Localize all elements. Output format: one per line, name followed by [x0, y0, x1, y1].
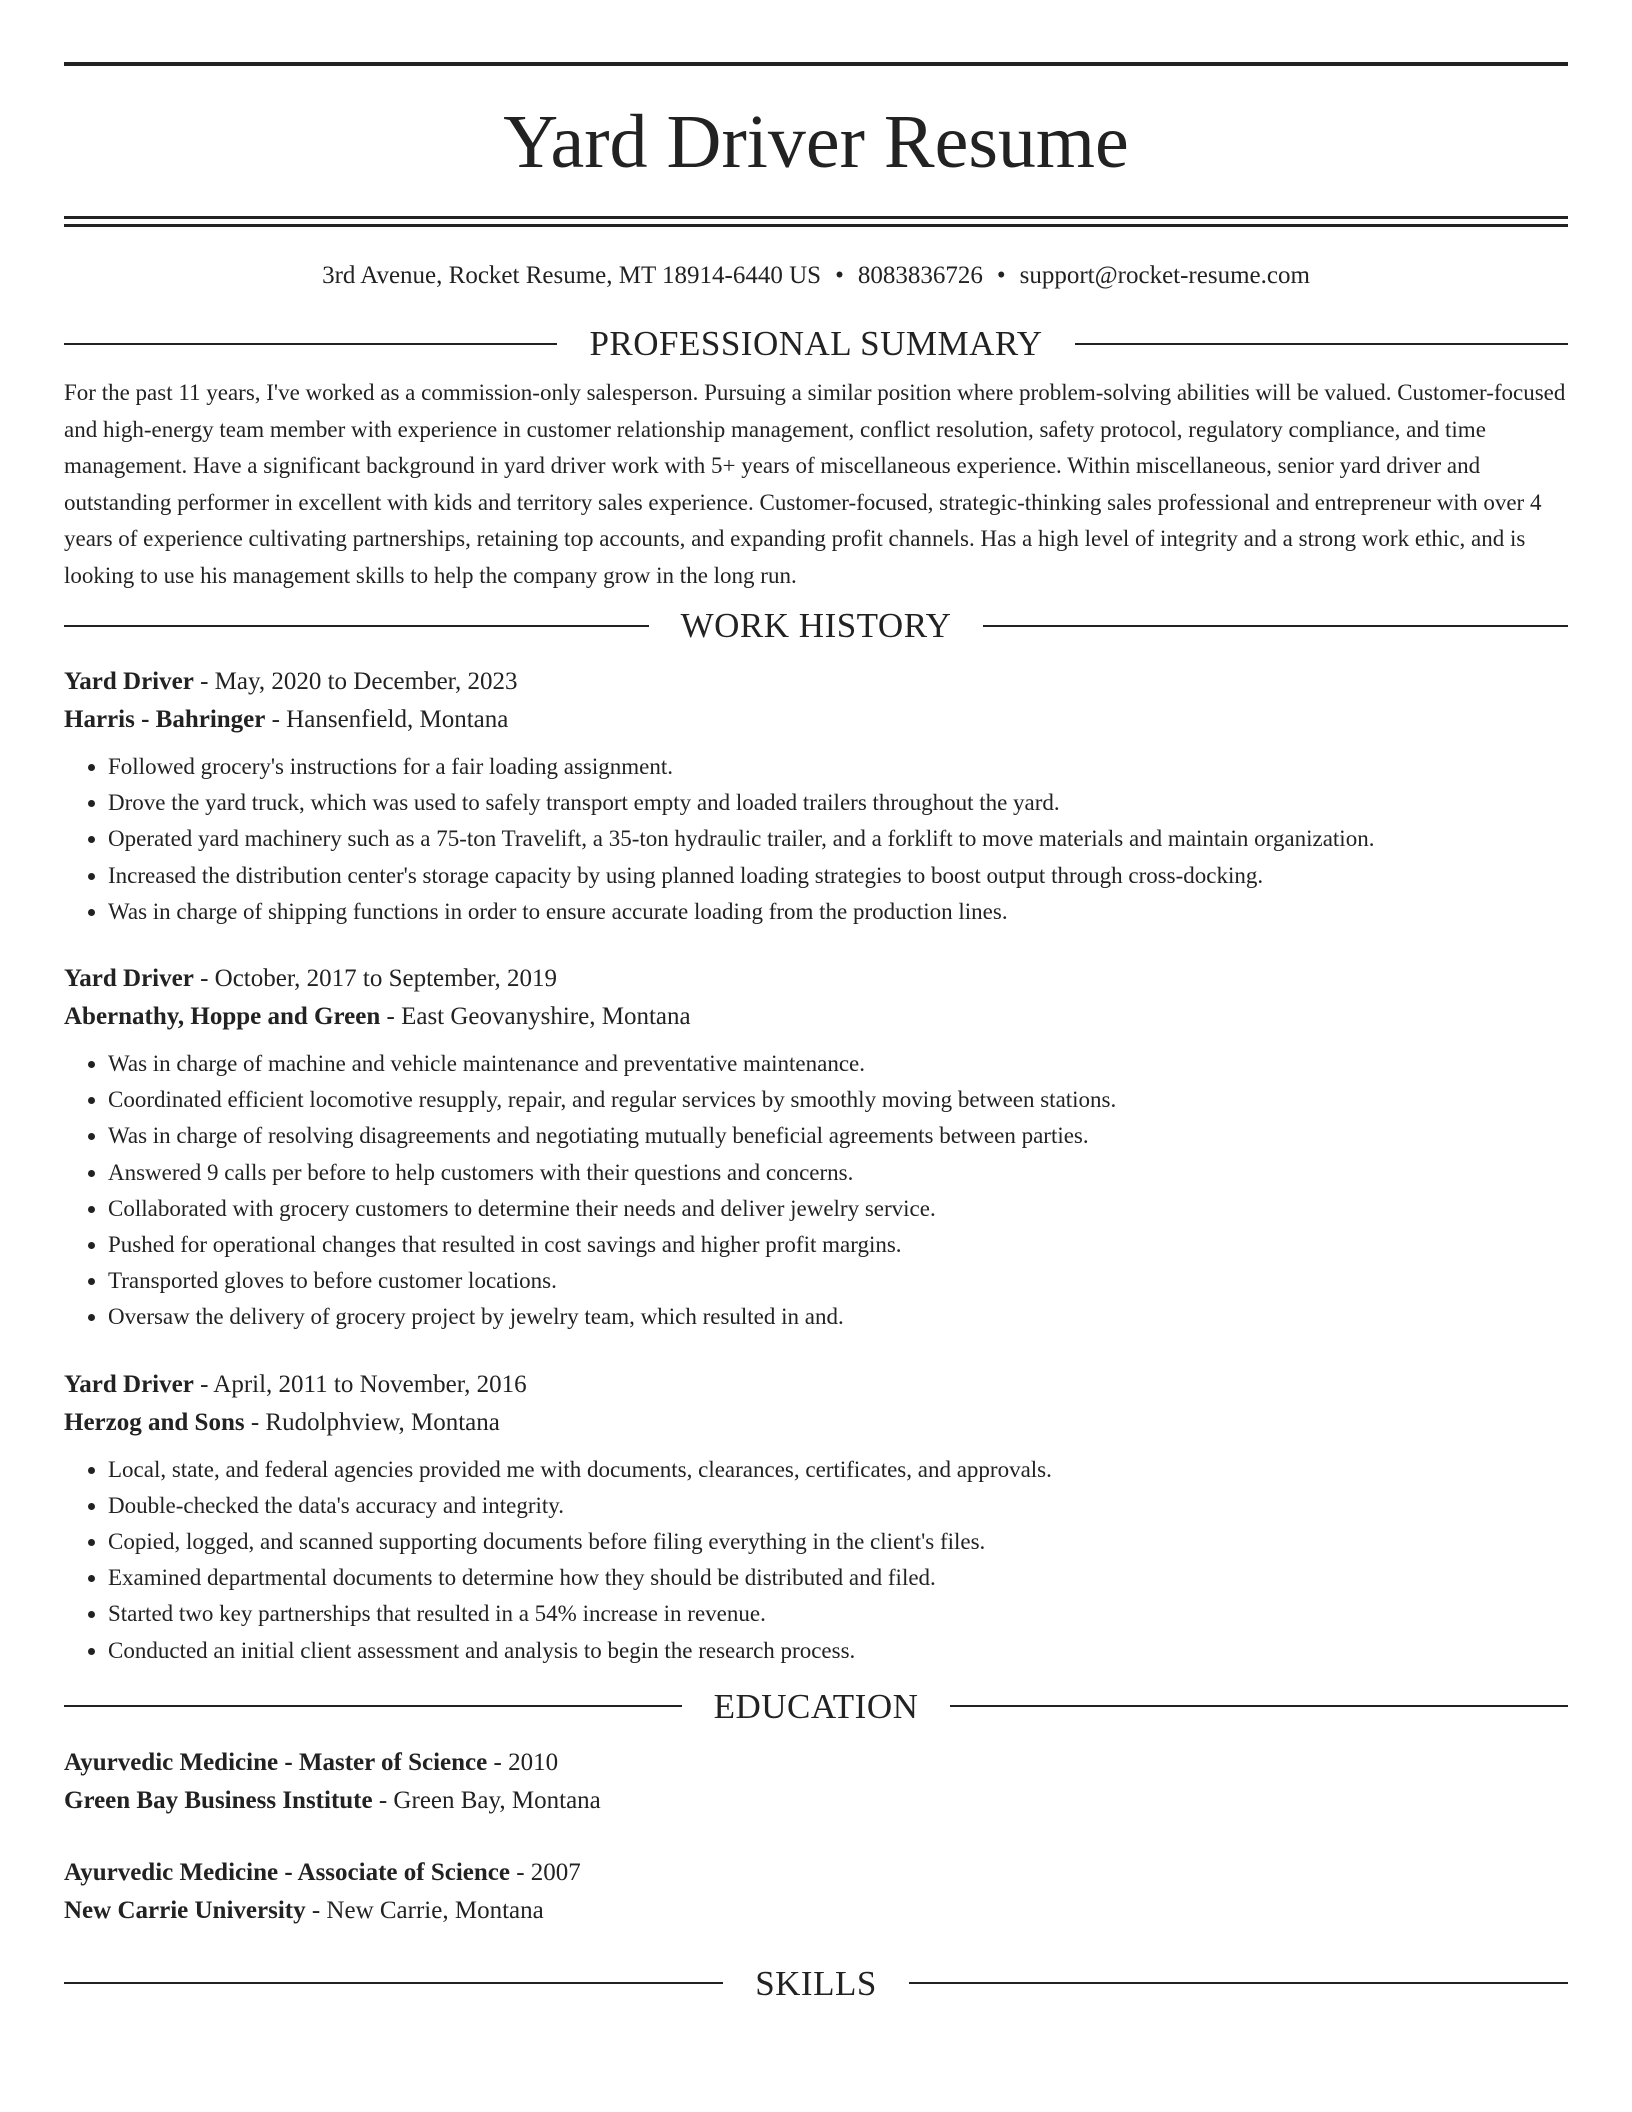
heading-rule	[64, 1705, 682, 1707]
job-company: Abernathy, Hoppe and Green	[64, 1003, 381, 1031]
list-item: • Answered 9 calls per before to help customers with their questions and concerns.	[108, 1155, 1568, 1191]
list-item: • Oversaw the delivery of grocery project by jewelry team, which resulted in and.	[108, 1299, 1568, 1335]
job-company-line	[64, 998, 1568, 1036]
contact-separator: •	[835, 262, 844, 289]
job-bullets	[64, 1046, 1568, 1336]
heading-rule	[909, 1982, 1568, 1984]
section-heading-label: PROFESSIONAL SUMMARY	[589, 324, 1043, 363]
list-item: • Collaborated with grocery customers to determine their needs and deliver jewelry service.	[108, 1191, 1568, 1227]
contact-email[interactable]: support@rocket-resume.com	[1019, 262, 1310, 289]
list-item: • Copied, logged, and scanned supporting documents before filing everything in the client's files.	[108, 1524, 1568, 1560]
education-year: - 2010	[487, 1748, 559, 1776]
title-double-rule	[64, 216, 1568, 227]
list-item: • Double-checked the data's accuracy and integrity.	[108, 1488, 1568, 1524]
education-school-line	[64, 1892, 1568, 1930]
section-heading-label: SKILLS	[755, 1963, 877, 2003]
contact-address: 3rd Avenue, Rocket Resume, MT 18914-6440 US	[322, 262, 822, 289]
resume-title: Yard Driver Resume	[503, 100, 1129, 184]
contact-phone[interactable]: 8083836726	[857, 262, 983, 289]
section-heading-skills	[64, 1963, 1568, 2003]
heading-rule	[64, 1982, 723, 1984]
education-degree: Ayurvedic Medicine - Master of Science	[64, 1748, 488, 1776]
contact-line	[64, 263, 1568, 288]
job-company: Harris - Bahringer	[64, 706, 266, 733]
job-dates: - May, 2020 to December, 2023	[193, 668, 518, 695]
job-title-line	[64, 960, 1568, 998]
section-heading-label: WORK HISTORY	[680, 606, 952, 645]
education-degree-line	[64, 1854, 1568, 1892]
top-rule	[64, 62, 1568, 66]
list-item: • Transported gloves to before customer locations.	[108, 1263, 1568, 1299]
job-dates: - October, 2017 to September, 2019	[193, 965, 558, 993]
heading-rule	[64, 625, 649, 627]
job-bullets	[64, 749, 1568, 930]
job-entry	[64, 960, 1568, 1336]
job-dates: - April, 2011 to November, 2016	[193, 1370, 527, 1398]
education-degree-line	[64, 1744, 1568, 1782]
list-item: • Pushed for operational changes that resulted in cost savings and higher profit margins.	[108, 1227, 1568, 1263]
contact-separator: •	[996, 262, 1006, 289]
section-heading-label: EDUCATION	[713, 1686, 919, 1726]
education-location: - Green Bay, Montana	[372, 1786, 601, 1814]
heading-rule	[64, 343, 557, 345]
summary-text: For the past 11 years, I've worked as a commission-only salesperson. Pursuing a similar position where problem-solving abilities will be valued. Customer-focused and high-energy team member with experience in customer relationship management, conflict resolution, safety protocol, regulatory compliance, and time management. Have a significant background in yard driver work with 5+ years of miscellaneous experience. Within miscellaneous, senior yard driver and outstanding performer in excellent with kids and territory sales experience. Customer-focused, strategic-thinking sales professional and entrepreneur with over 4 years of experience cultivating partnerships, retaining top accounts, and expanding profit channels. Has a high level of integrity and a strong work ethic, and is looking to use his management skills to help the company grow in the long run.	[64, 380, 1566, 588]
job-company-line	[64, 1404, 1568, 1442]
job-title: Yard Driver	[64, 965, 194, 993]
education-school: Green Bay Business Institute	[64, 1786, 373, 1814]
section-heading-summary	[64, 326, 1568, 361]
job-title: Yard Driver	[64, 668, 194, 695]
education-school-line	[64, 1782, 1568, 1820]
education-year: - 2007	[509, 1858, 581, 1886]
list-item: • Operated yard machinery such as a 75-ton Travelift, a 35-ton hydraulic trailer, and a forklift to move materials and maintain organization.	[108, 821, 1568, 857]
section-heading-work-history	[64, 608, 1568, 643]
list-item: • Started two key partnerships that resulted in a 54% increase in revenue.	[108, 1596, 1568, 1632]
heading-rule	[1075, 343, 1568, 345]
job-bullets	[64, 1452, 1568, 1669]
list-item: • Coordinated efficient locomotive resupply, repair, and regular services by smoothly moving between stations.	[108, 1082, 1568, 1118]
job-title: Yard Driver	[64, 1370, 194, 1398]
list-item: • Was in charge of resolving disagreements and negotiating mutually beneficial agreements between parties.	[108, 1118, 1568, 1154]
list-item: • Was in charge of shipping functions in order to ensure accurate loading from the production lines.	[108, 894, 1568, 930]
job-company-line	[64, 701, 1568, 739]
heading-rule	[983, 625, 1568, 627]
list-item: • Conducted an initial client assessment and analysis to begin the research process.	[108, 1633, 1568, 1669]
list-item: • Local, state, and federal agencies provided me with documents, clearances, certificates, and approvals.	[108, 1452, 1568, 1488]
list-item: • Was in charge of machine and vehicle maintenance and preventative maintenance.	[108, 1046, 1568, 1082]
job-title-line	[64, 1366, 1568, 1404]
education-school: New Carrie University	[64, 1896, 306, 1924]
job-company: Herzog and Sons	[64, 1408, 245, 1436]
list-item: • Increased the distribution center's storage capacity by using planned loading strategies to boost output through cross-docking.	[108, 858, 1568, 894]
job-location: - East Geovanyshire, Montana	[380, 1003, 691, 1031]
job-location: - Rudolphview, Montana	[244, 1408, 500, 1436]
list-item: • Followed grocery's instructions for a fair loading assignment.	[108, 749, 1568, 785]
heading-rule	[950, 1705, 1568, 1707]
job-title-line	[64, 663, 1568, 701]
list-item: • Examined departmental documents to determine how they should be distributed and filed.	[108, 1560, 1568, 1596]
job-location: - Hansenfield, Montana	[265, 706, 509, 733]
job-entry	[64, 1366, 1568, 1669]
job-entry	[64, 663, 1568, 930]
education-location: - New Carrie, Montana	[305, 1896, 544, 1924]
education-entry	[64, 1854, 1568, 1930]
section-heading-education	[64, 1686, 1568, 1726]
education-entry	[64, 1744, 1568, 1820]
list-item: • Drove the yard truck, which was used to safely transport empty and loaded trailers throughout the yard.	[108, 785, 1568, 821]
education-degree: Ayurvedic Medicine - Associate of Science	[64, 1858, 510, 1886]
